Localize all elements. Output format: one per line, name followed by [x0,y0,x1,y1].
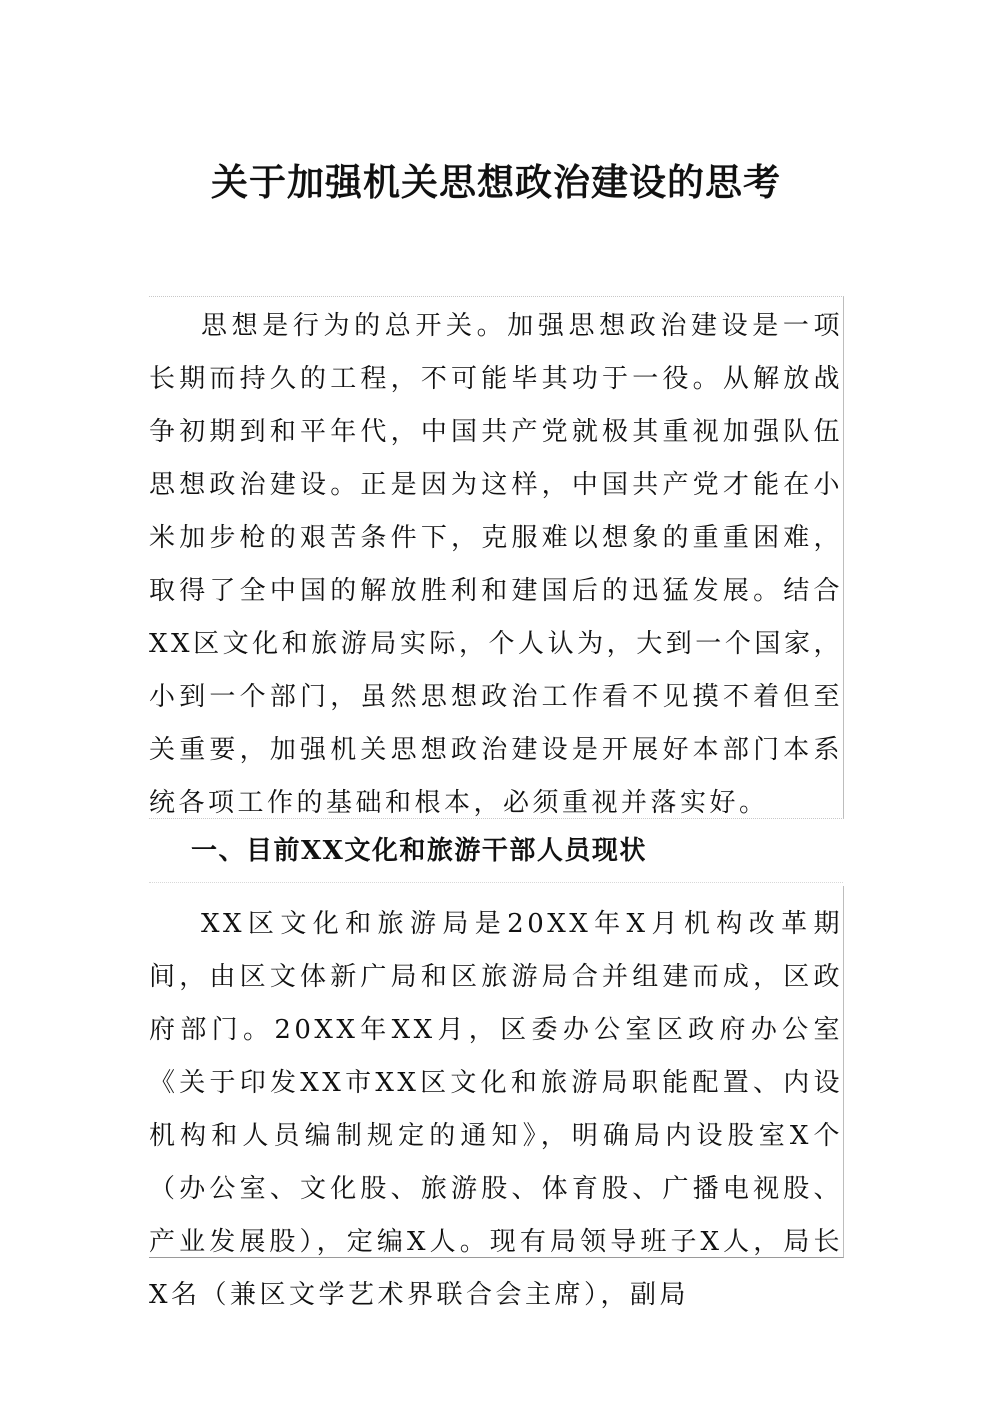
intro-section [149,296,844,819]
intro-paragraph: 思想是行为的总开关。加强思想政治建设是一项长期而持久的工程，不可能毕其功于一役。从解放战争初期到和平年代，中国共产党就极其重视加强队伍思想政治建设。正是因为这样，中国共产党才能在小米加步枪的艰苦条件下，克服难以想象的重重困难，取得了全中国的解放胜利和建国后的迅猛发展。结合XX区文化和旅游局实际，个人认为，大到一个国家，小到一个部门，虽然思想政治工作看不见摸不着但至关重要，加强机关思想政治建设是开展好本部门本系统各项工作的基础和根本，必须重视并落实好。 [149,311,843,818]
section-1-body [149,886,844,1310]
body-paragraph: XX区文化和旅游局是20XX年X月机构改革期间，由区文体新广局和区旅游局合并组建而成，区政府部门。20XX年XX月，区委办公室区政府办公室《关于印发XX市XX区文化和旅游局职能配置、内设机构和人员编制规定的通知》，明确局内设股室X个（办公室、文化股、旅游股、体育股、广播电视股、产业发展股），定编X人。现有局领导班子X人，局长X名（兼区文学艺术界联合会主席），副局 [149,909,843,1310]
section-1-heading-block [149,820,843,883]
document-title: 关于加强机关思想政治建设的思考 [211,160,781,204]
section-heading: 一、目前XX文化和旅游干部人员现状 [191,836,647,866]
